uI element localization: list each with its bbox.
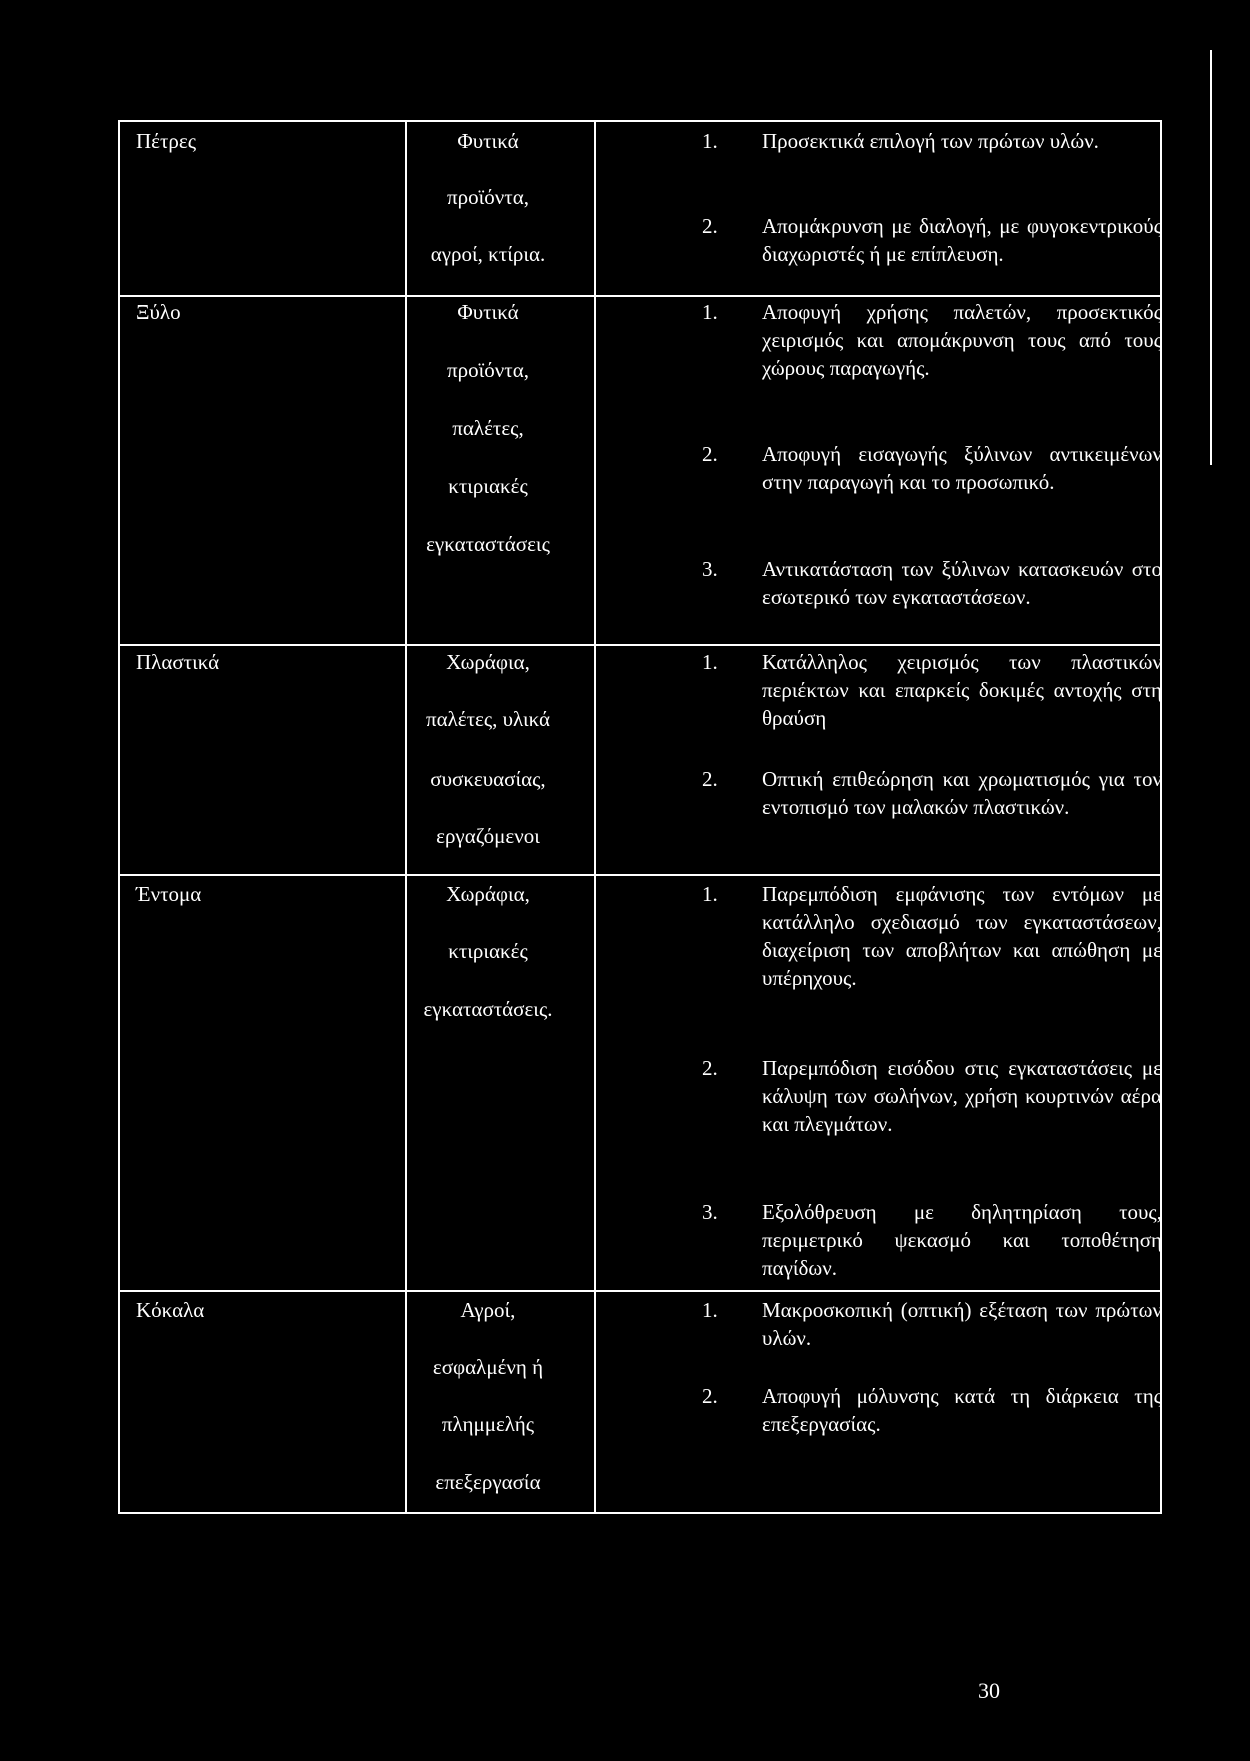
- measure-text: Προσεκτικά επιλογή των πρώτων υλών.: [762, 129, 1099, 153]
- measure-text: Μακροσκοπική (οπτική) εξέταση των πρώτων υλών.: [762, 1298, 1162, 1350]
- measure-number: 1.: [702, 300, 718, 324]
- measure-text: Εξολόθρευση με δηλητηρίαση τους, περιμετρικό ψεκασμό και τοποθέτηση παγίδων.: [762, 1200, 1162, 1280]
- measure-number: 1.: [702, 650, 718, 674]
- row-divider-1: [118, 295, 1162, 297]
- table-top-border: [118, 120, 1162, 122]
- measure-number: 2.: [702, 442, 718, 466]
- measure-number: 1.: [702, 129, 718, 153]
- measure-text: Αποφυγή χρήσης παλετών, προσεκτικός χειρισμός και απομάκρυνση τους από τους χώρους παραγωγής.: [762, 300, 1162, 380]
- source-line: επεξεργασία: [435, 1470, 541, 1494]
- row-divider-2: [118, 644, 1162, 646]
- measure-number: 3.: [702, 557, 718, 581]
- column-divider-1: [405, 120, 407, 1513]
- measure-text: Απομάκρυνση με διαλογή, με φυγοκεντρικούς διαχωριστές ή με επίπλευση.: [762, 214, 1162, 266]
- source-line: παλέτες, υλικά: [425, 707, 551, 731]
- row-divider-3: [118, 874, 1162, 876]
- source-line: Αγροί,: [460, 1298, 516, 1322]
- source-line: εγκαταστάσεις.: [423, 997, 553, 1021]
- source-line: αγροί, κτίρια.: [430, 242, 546, 266]
- measure-number: 2.: [702, 1384, 718, 1408]
- row-divider-4: [118, 1290, 1162, 1292]
- source-line: παλέτες,: [452, 416, 524, 440]
- measure-text: Παρεμπόδιση εισόδου στις εγκαταστάσεις με κάλυψη των σωλήνων, χρήση κουρτινών αέρα και πλεγμάτων.: [762, 1056, 1162, 1136]
- scan-edge-line: [1210, 50, 1212, 465]
- source-line: συσκευασίας,: [430, 767, 546, 791]
- measure-number: 1.: [702, 1298, 718, 1322]
- source-line: προϊόντα,: [447, 358, 529, 382]
- column-divider-2: [594, 120, 596, 1513]
- measure-text: Οπτική επιθεώρηση και χρωματισμός για τον εντοπισμό των μαλακών πλαστικών.: [762, 767, 1162, 819]
- hazard-cell: Πέτρες: [136, 129, 197, 153]
- hazard-cell: Έντομα: [136, 882, 202, 906]
- measure-text: Αποφυγή μόλυνσης κατά τη διάρκεια της επεξεργασίας.: [762, 1384, 1162, 1436]
- measure-number: 3.: [702, 1200, 718, 1224]
- hazard-cell: Πλαστικά: [136, 650, 220, 674]
- source-line: κτιριακές: [448, 474, 528, 498]
- source-line: εγκαταστάσεις: [426, 532, 550, 556]
- source-line: Χωράφια,: [446, 882, 530, 906]
- hazard-cell: Κόκαλα: [136, 1298, 205, 1322]
- hazard-cell: Ξύλο: [136, 300, 181, 324]
- measure-text: Αποφυγή εισαγωγής ξύλινων αντικειμένων στην παραγωγή και το προσωπικό.: [762, 442, 1162, 494]
- source-line: Φυτικά: [457, 300, 519, 324]
- measure-text: Παρεμπόδιση εμφάνισης των εντόμων με κατάλληλο σχεδιασμό των εγκαταστάσεων, διαχείριση των αποβλήτων και απώθηση με υπέρηχους.: [762, 882, 1162, 990]
- table-left-border: [118, 120, 120, 1513]
- measure-number: 1.: [702, 882, 718, 906]
- source-line: εργαζόμενοι: [436, 824, 540, 848]
- source-line: εσφαλμένη ή: [432, 1355, 544, 1379]
- source-line: προϊόντα,: [447, 185, 529, 209]
- measure-text: Κατάλληλος χειρισμός των πλαστικών περιέκτων και επαρκείς δοκιμές αντοχής στη θραύση: [762, 650, 1162, 730]
- source-line: Χωράφια,: [446, 650, 530, 674]
- measure-number: 2.: [702, 1056, 718, 1080]
- table-bottom-border: [118, 1512, 1162, 1514]
- source-line: πλημμελής: [441, 1412, 535, 1436]
- source-line: Φυτικά: [457, 129, 519, 153]
- page-number: 30: [978, 1678, 1000, 1703]
- measure-number: 2.: [702, 767, 718, 791]
- measure-text: Αντικατάσταση των ξύλινων κατασκευών στο εσωτερικό των εγκαταστάσεων.: [762, 557, 1162, 609]
- measure-number: 2.: [702, 214, 718, 238]
- source-line: κτιριακές: [448, 939, 528, 963]
